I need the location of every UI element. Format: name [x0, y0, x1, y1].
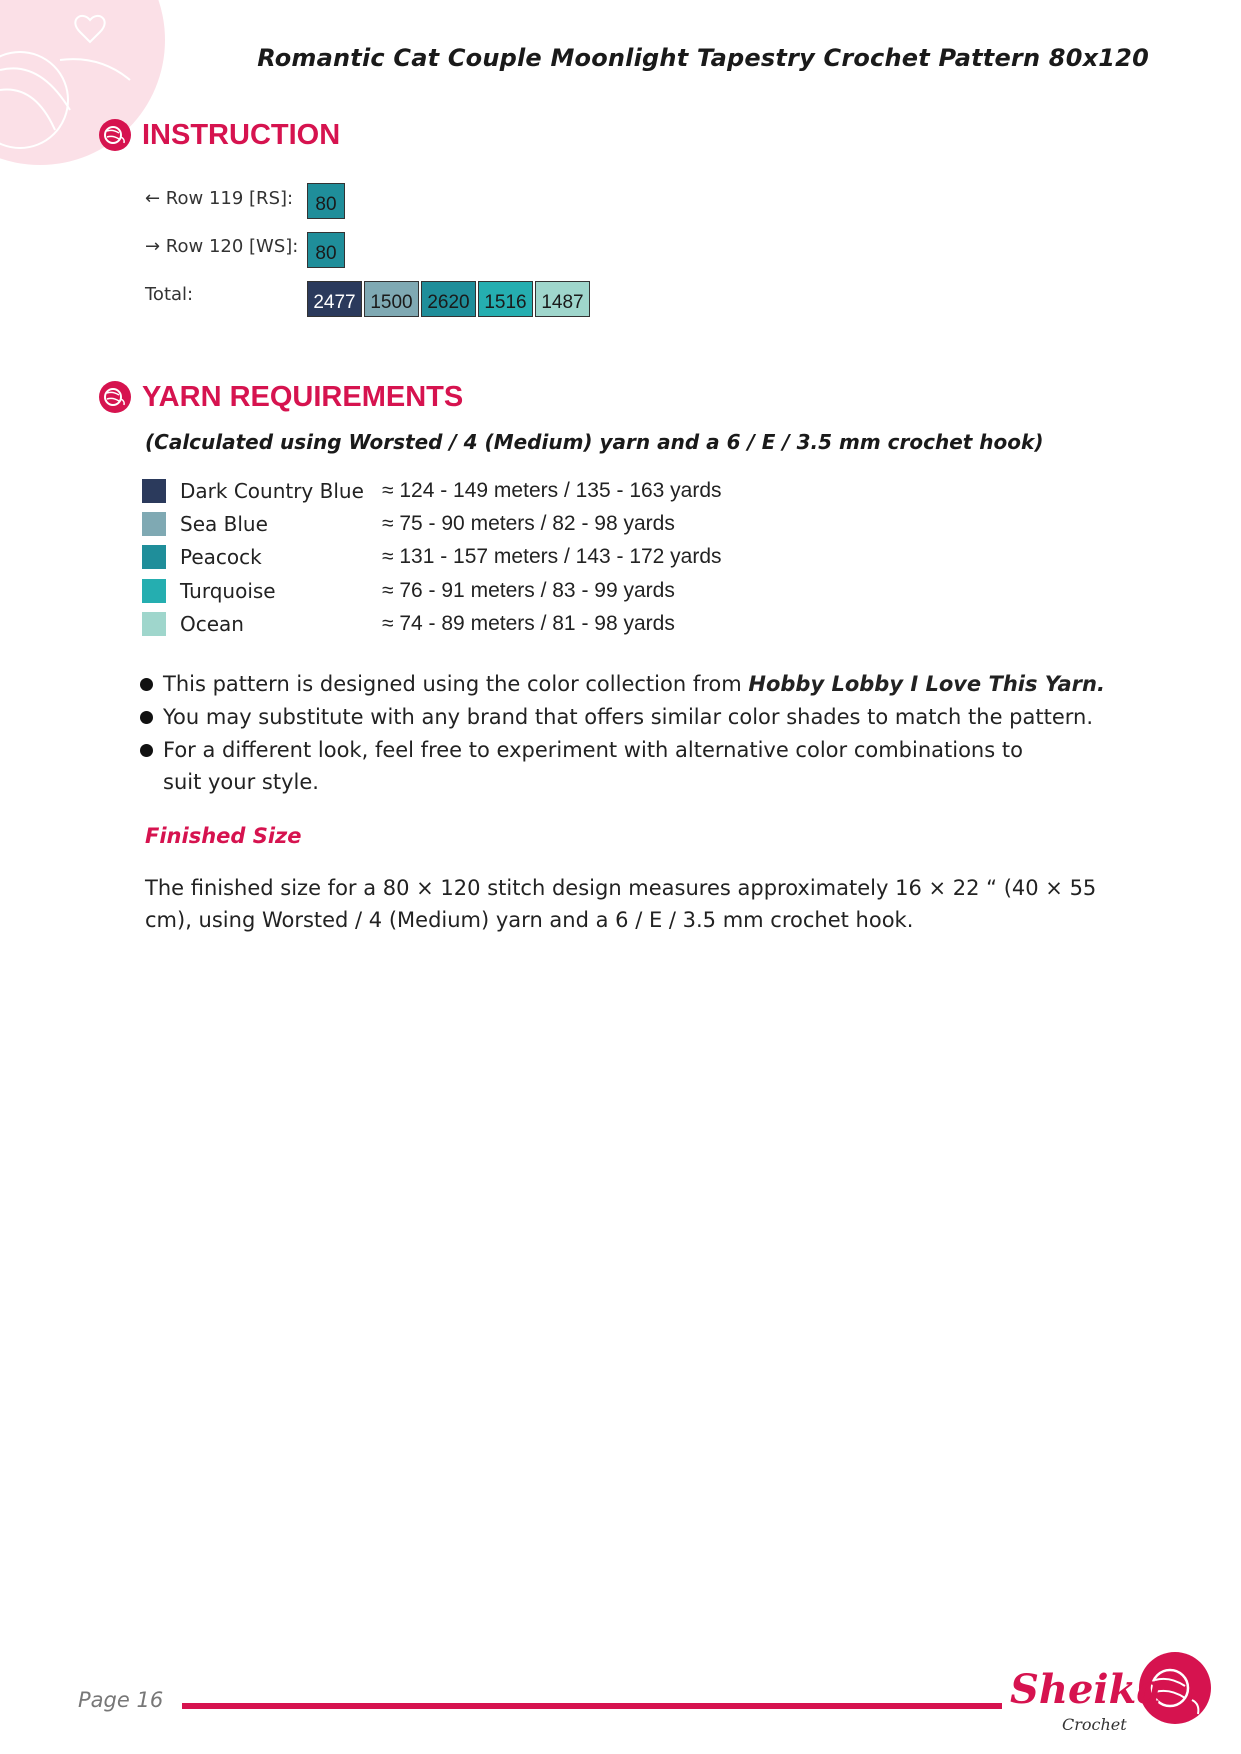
color-swatch [142, 612, 166, 636]
bullet-icon [140, 711, 153, 724]
row-label: ← Row 119 [RS]: [145, 188, 294, 209]
yarn-name: Turquoise [180, 579, 276, 603]
finished-size-heading: Finished Size [145, 824, 302, 848]
page-number: Page 16 [78, 1688, 164, 1712]
color-swatch [142, 579, 166, 603]
color-swatch [142, 512, 166, 536]
yarn-amount: ≈ 74 - 89 meters / 81 - 98 yards [382, 612, 675, 635]
yarn-item [142, 542, 722, 572]
brand-name: Hobby Lobby I Love This Yarn. [748, 672, 1105, 696]
yarn-ball-icon [98, 380, 132, 414]
yarn-amount: ≈ 76 - 91 meters / 83 - 99 yards [382, 579, 675, 602]
bullet-item [140, 668, 1105, 700]
yarn-name: Sea Blue [180, 512, 268, 536]
total-cell: 1516 [478, 281, 533, 317]
yarn-name: Ocean [180, 612, 244, 636]
color-swatch [142, 479, 166, 503]
total-cell: 1500 [364, 281, 419, 317]
yarn-item [142, 476, 722, 506]
stitch-count-cell: 80 [307, 232, 345, 268]
finished-size-text: The finished size for a 80 × 120 stitch design measures approximately 16 × 22 “ (40 × 55 cm), using Worsted / 4 (Medium) yarn and a 6 / E / 3.5 mm crochet hook. [145, 876, 1097, 932]
sheika-crochet-logo [1010, 1648, 1220, 1743]
bullet-text: For a different look, feel free to experiment with alternative color combinations to suit your style. [163, 738, 1023, 794]
yarn-amount: ≈ 75 - 90 meters / 82 - 98 yards [382, 512, 675, 535]
total-cell: 2620 [421, 281, 476, 317]
yarn-requirements-heading: YARN REQUIREMENTS [98, 380, 463, 414]
instruction-heading: INSTRUCTION [98, 118, 340, 152]
bullet-icon [140, 744, 153, 757]
yarn-item [142, 509, 675, 539]
svg-text:Sheika: Sheika [1010, 1666, 1163, 1713]
yarn-name: Dark Country Blue [180, 479, 364, 503]
yarn-item [142, 609, 675, 639]
svg-text:Crochet: Crochet [1062, 1715, 1127, 1734]
bullet-text: This pattern is designed using the color collection from [163, 672, 749, 696]
footer-divider [182, 1703, 1002, 1709]
yarn-name: Peacock [180, 545, 262, 569]
yarn-amount: ≈ 131 - 157 meters / 143 - 172 yards [382, 545, 722, 568]
document-title: Romantic Cat Couple Moonlight Tapestry Crochet Pattern 80x120 [257, 44, 1149, 72]
bullet-text: You may substitute with any brand that offers similar color shades to match the pattern. [163, 705, 1093, 729]
color-swatch [142, 545, 166, 569]
stitch-count-cell: 80 [307, 183, 345, 219]
total-label: Total: [145, 284, 194, 305]
yarn-ball-icon [98, 118, 132, 152]
row-label: → Row 120 [WS]: [145, 236, 299, 257]
bullet-icon [140, 678, 153, 691]
bullet-item [140, 701, 1093, 733]
yarn-amount: ≈ 124 - 149 meters / 135 - 163 yards [382, 479, 722, 502]
bullet-item [140, 734, 1043, 798]
yarn-calculation-note: (Calculated using Worsted / 4 (Medium) yarn and a 6 / E / 3.5 mm crochet hook) [145, 430, 1044, 454]
yarn-item [142, 576, 675, 606]
total-cell: 2477 [307, 281, 362, 317]
total-cell: 1487 [535, 281, 590, 317]
